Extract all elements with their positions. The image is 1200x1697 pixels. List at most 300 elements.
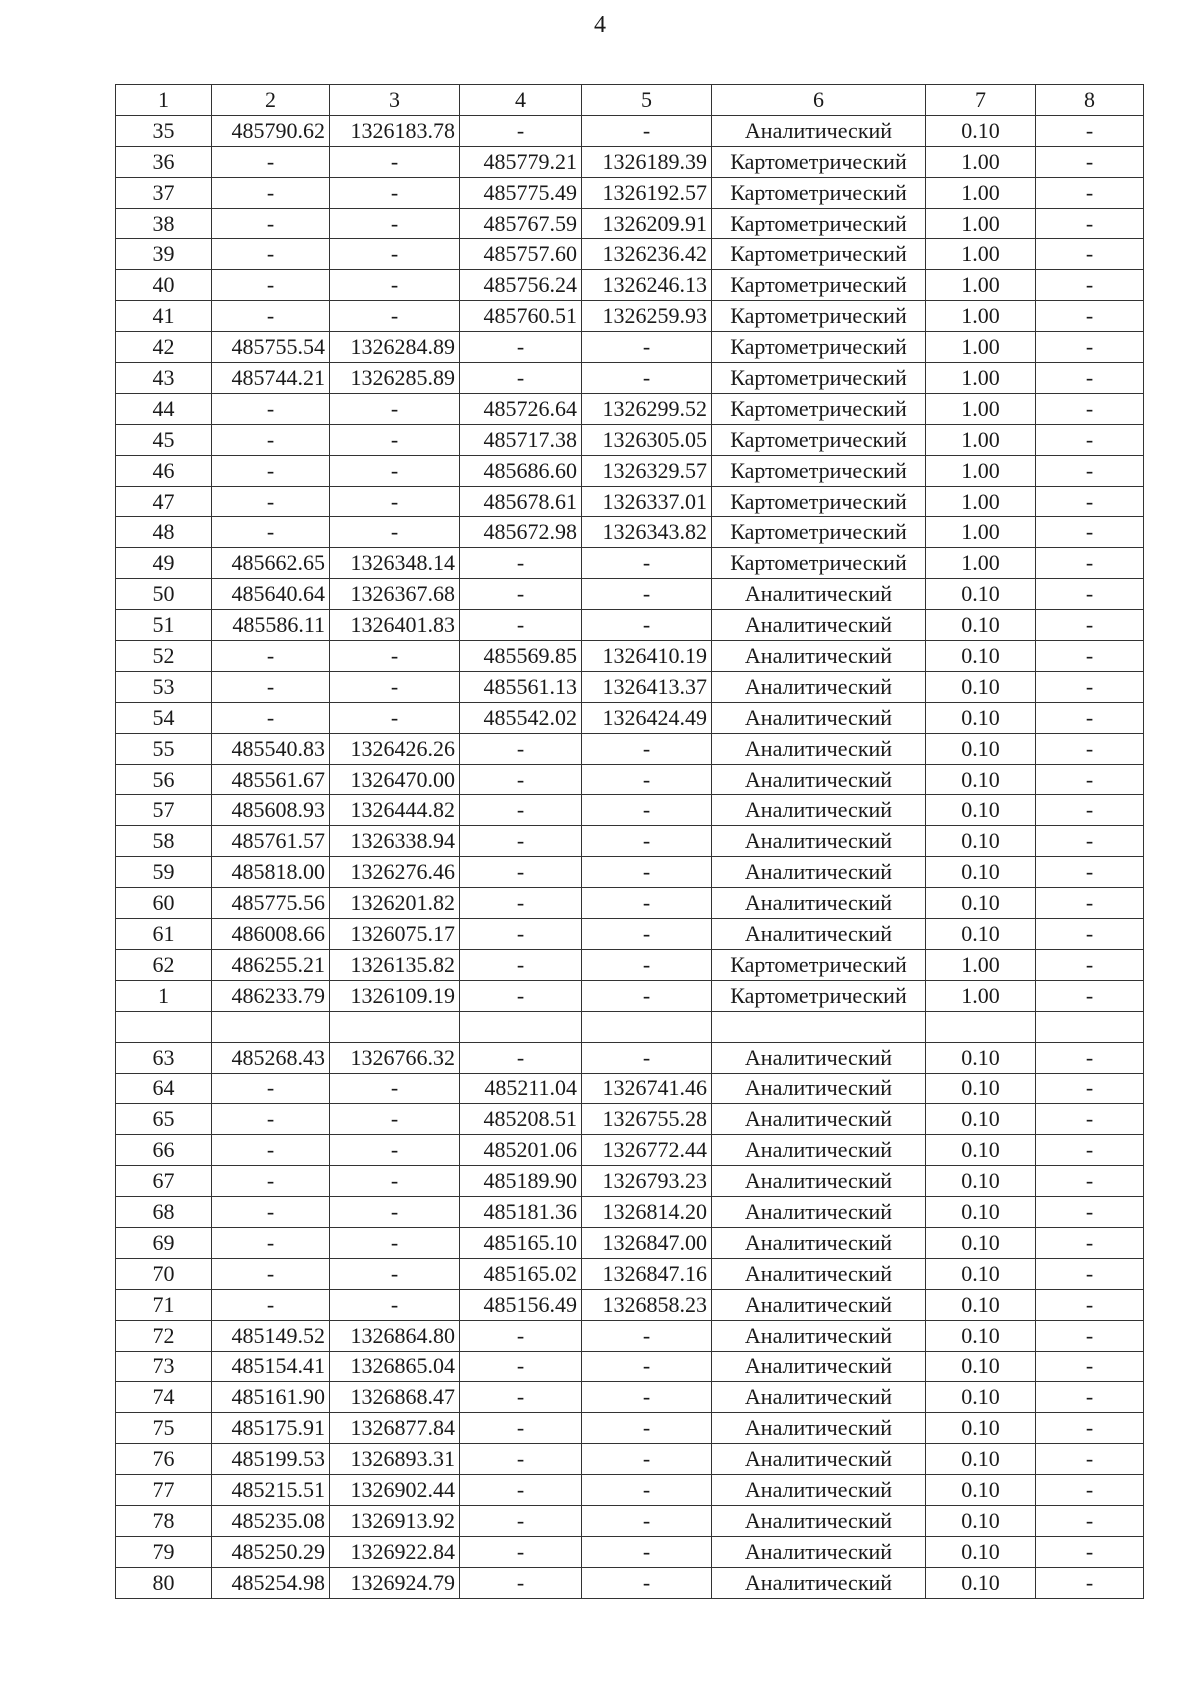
table-cell: -: [212, 1289, 330, 1320]
table-cell: 485165.10: [460, 1227, 582, 1258]
table-cell: 38: [116, 208, 212, 239]
table-cell: Аналитический: [712, 1042, 926, 1073]
table-cell: 1326868.47: [330, 1382, 460, 1413]
table-cell: 1.00: [926, 177, 1036, 208]
table-cell: -: [582, 1042, 712, 1073]
table-cell: Картометрический: [712, 949, 926, 980]
table-cell: Аналитический: [712, 733, 926, 764]
table-cell: 1326413.37: [582, 671, 712, 702]
table-row: [116, 1505, 1144, 1536]
table-cell: 57: [116, 795, 212, 826]
table-cell: 485250.29: [212, 1536, 330, 1567]
table-cell: -: [1036, 146, 1144, 177]
table-cell: -: [460, 1413, 582, 1444]
table-cell: 485561.13: [460, 671, 582, 702]
table-cell: 1.00: [926, 332, 1036, 363]
table-cell: 485149.52: [212, 1320, 330, 1351]
table-cell: 1326865.04: [330, 1351, 460, 1382]
table-cell: -: [1036, 980, 1144, 1011]
table-cell: -: [460, 1475, 582, 1506]
table-cell: -: [1036, 1413, 1144, 1444]
table-row: [116, 1166, 1144, 1197]
column-header: 6: [712, 85, 926, 116]
table-cell: 1.00: [926, 363, 1036, 394]
table-cell: 0.10: [926, 795, 1036, 826]
table-row: [116, 1011, 1144, 1042]
table-cell: -: [582, 857, 712, 888]
table-row: [116, 424, 1144, 455]
table-cell: Картометрический: [712, 548, 926, 579]
column-header: 7: [926, 85, 1036, 116]
table-cell: 1326766.32: [330, 1042, 460, 1073]
table-cell: -: [460, 1444, 582, 1475]
table-cell: -: [330, 177, 460, 208]
table-cell: -: [1036, 1258, 1144, 1289]
table-cell: 1326337.01: [582, 486, 712, 517]
table-cell: 485211.04: [460, 1073, 582, 1104]
table-cell: 1.00: [926, 486, 1036, 517]
table-cell: 485757.60: [460, 239, 582, 270]
table-cell: 485779.21: [460, 146, 582, 177]
table-cell: 0.10: [926, 1227, 1036, 1258]
table-cell: -: [582, 1536, 712, 1567]
table-cell: 73: [116, 1351, 212, 1382]
table-cell: 79: [116, 1536, 212, 1567]
table-cell: 76: [116, 1444, 212, 1475]
table-cell: -: [582, 610, 712, 641]
table-cell: 485640.64: [212, 579, 330, 610]
table-cell: 485775.49: [460, 177, 582, 208]
table-cell: 1326401.83: [330, 610, 460, 641]
table-cell: -: [1036, 1073, 1144, 1104]
table-cell: 0.10: [926, 733, 1036, 764]
table-cell: 485662.65: [212, 548, 330, 579]
table-cell: -: [460, 1536, 582, 1567]
table-cell: Аналитический: [712, 115, 926, 146]
table-cell: 0.10: [926, 888, 1036, 919]
table-cell: -: [1036, 177, 1144, 208]
table-cell: -: [330, 486, 460, 517]
table-row: [116, 1567, 1144, 1598]
table-row: [116, 795, 1144, 826]
table-cell: 485215.51: [212, 1475, 330, 1506]
table-cell: -: [1036, 610, 1144, 641]
table-cell: 47: [116, 486, 212, 517]
table-cell: Аналитический: [712, 1289, 926, 1320]
table-cell: -: [1036, 888, 1144, 919]
table-cell: Аналитический: [712, 1104, 926, 1135]
table-cell: 0.10: [926, 1382, 1036, 1413]
table-cell: 485199.53: [212, 1444, 330, 1475]
table-cell: -: [330, 424, 460, 455]
table-cell: 1326348.14: [330, 548, 460, 579]
table-cell: 1326135.82: [330, 949, 460, 980]
table-cell: -: [460, 363, 582, 394]
page-number: 4: [594, 12, 606, 38]
table-row: [116, 208, 1144, 239]
table-row: [116, 1227, 1144, 1258]
table-cell: [330, 1011, 460, 1042]
table-cell: -: [1036, 795, 1144, 826]
table-cell: -: [582, 1444, 712, 1475]
table-cell: -: [460, 949, 582, 980]
table-header-row: [116, 85, 1144, 116]
table-cell: 54: [116, 702, 212, 733]
table-cell: 53: [116, 671, 212, 702]
table-cell: 48: [116, 517, 212, 548]
table-cell: -: [330, 301, 460, 332]
table-cell: 1.00: [926, 949, 1036, 980]
table-cell: 0.10: [926, 826, 1036, 857]
table-cell: -: [1036, 239, 1144, 270]
table-cell: 1326329.57: [582, 455, 712, 486]
table-cell: -: [1036, 1289, 1144, 1320]
table-cell: 35: [116, 115, 212, 146]
table-cell: Аналитический: [712, 671, 926, 702]
table-cell: 61: [116, 919, 212, 950]
table-cell: Аналитический: [712, 610, 926, 641]
table-cell: -: [460, 733, 582, 764]
table-cell: -: [460, 1351, 582, 1382]
table-cell: 0.10: [926, 579, 1036, 610]
table-cell: -: [330, 239, 460, 270]
table-row: [116, 548, 1144, 579]
table-cell: 1326847.00: [582, 1227, 712, 1258]
table-cell: Аналитический: [712, 1351, 926, 1382]
table-cell: -: [1036, 1320, 1144, 1351]
table-row: [116, 980, 1144, 1011]
table-cell: 486008.66: [212, 919, 330, 950]
table-row: [116, 671, 1144, 702]
table-cell: -: [1036, 641, 1144, 672]
table-cell: 78: [116, 1505, 212, 1536]
table-cell: 485208.51: [460, 1104, 582, 1135]
table-cell: 485686.60: [460, 455, 582, 486]
table-cell: -: [1036, 115, 1144, 146]
table-cell: -: [1036, 857, 1144, 888]
table-cell: -: [460, 1382, 582, 1413]
table-cell: Аналитический: [712, 1505, 926, 1536]
table-cell: -: [582, 764, 712, 795]
table-cell: 45: [116, 424, 212, 455]
table-cell: 0.10: [926, 1444, 1036, 1475]
table-cell: 485678.61: [460, 486, 582, 517]
table-cell: -: [1036, 702, 1144, 733]
table-cell: -: [1036, 548, 1144, 579]
table-cell: 1326109.19: [330, 980, 460, 1011]
table-cell: -: [1036, 1135, 1144, 1166]
table-cell: -: [1036, 486, 1144, 517]
table-cell: -: [330, 1197, 460, 1228]
table-cell: 1.00: [926, 270, 1036, 301]
table-cell: 59: [116, 857, 212, 888]
table-row: [116, 949, 1144, 980]
table-cell: 0.10: [926, 1258, 1036, 1289]
table-cell: -: [1036, 1351, 1144, 1382]
table-cell: -: [212, 641, 330, 672]
table-cell: 0.10: [926, 1197, 1036, 1228]
table-cell: 485818.00: [212, 857, 330, 888]
table-row: [116, 332, 1144, 363]
table-row: [116, 857, 1144, 888]
table-cell: Аналитический: [712, 888, 926, 919]
table-cell: 1326470.00: [330, 764, 460, 795]
table-row: [116, 1135, 1144, 1166]
table-row: [116, 115, 1144, 146]
table-cell: Аналитический: [712, 826, 926, 857]
table-cell: 1.00: [926, 393, 1036, 424]
table-cell: Картометрический: [712, 424, 926, 455]
table-cell: Аналитический: [712, 1197, 926, 1228]
table-cell: -: [330, 641, 460, 672]
table-cell: 1326276.46: [330, 857, 460, 888]
table-cell: 1326922.84: [330, 1536, 460, 1567]
table-cell: -: [460, 1042, 582, 1073]
table-cell: Аналитический: [712, 1227, 926, 1258]
table-cell: -: [212, 146, 330, 177]
table-cell: -: [330, 702, 460, 733]
table-cell: -: [460, 579, 582, 610]
table-cell: 1326299.52: [582, 393, 712, 424]
table-cell: -: [212, 270, 330, 301]
table-cell: 1326902.44: [330, 1475, 460, 1506]
table-cell: Аналитический: [712, 579, 926, 610]
table-cell: 1326814.20: [582, 1197, 712, 1228]
table-row: [116, 1042, 1144, 1073]
table-row: [116, 1382, 1144, 1413]
table-cell: -: [1036, 1104, 1144, 1135]
table-cell: 1.00: [926, 301, 1036, 332]
table-cell: 1326858.23: [582, 1289, 712, 1320]
table-cell: Аналитический: [712, 919, 926, 950]
table-row: [116, 641, 1144, 672]
table-cell: 1.00: [926, 424, 1036, 455]
table-cell: 1.00: [926, 517, 1036, 548]
table-cell: -: [460, 857, 582, 888]
table-row: [116, 826, 1144, 857]
table-cell: 485767.59: [460, 208, 582, 239]
table-cell: 68: [116, 1197, 212, 1228]
table-cell: Картометрический: [712, 208, 926, 239]
table-cell: -: [460, 919, 582, 950]
table-cell: 485542.02: [460, 702, 582, 733]
table-cell: -: [1036, 301, 1144, 332]
table-cell: 37: [116, 177, 212, 208]
table-cell: -: [1036, 424, 1144, 455]
table-cell: 485235.08: [212, 1505, 330, 1536]
table-cell: Картометрический: [712, 486, 926, 517]
table-cell: 0.10: [926, 1042, 1036, 1073]
table-row: [116, 919, 1144, 950]
table-cell: -: [582, 1505, 712, 1536]
table-cell: 0.10: [926, 1289, 1036, 1320]
table-cell: 1326338.94: [330, 826, 460, 857]
table-cell: -: [330, 393, 460, 424]
table-cell: -: [330, 455, 460, 486]
table-row: [116, 579, 1144, 610]
table-cell: -: [330, 1073, 460, 1104]
table-cell: -: [460, 548, 582, 579]
table-cell: -: [1036, 455, 1144, 486]
table-cell: -: [582, 795, 712, 826]
table-cell: 485561.67: [212, 764, 330, 795]
table-cell: -: [212, 1104, 330, 1135]
table-cell: 1.00: [926, 146, 1036, 177]
table-cell: 70: [116, 1258, 212, 1289]
table-cell: 66: [116, 1135, 212, 1166]
table-cell: Аналитический: [712, 1258, 926, 1289]
table-cell: [460, 1011, 582, 1042]
table-cell: 0.10: [926, 1073, 1036, 1104]
table-cell: Аналитический: [712, 1073, 926, 1104]
table-cell: -: [330, 208, 460, 239]
table-cell: 1326183.78: [330, 115, 460, 146]
table-cell: Картометрический: [712, 301, 926, 332]
table-cell: 46: [116, 455, 212, 486]
table-cell: -: [212, 1197, 330, 1228]
table-cell: Картометрический: [712, 332, 926, 363]
table-row: [116, 146, 1144, 177]
table-row: [116, 1289, 1144, 1320]
table-cell: 486255.21: [212, 949, 330, 980]
table-cell: -: [1036, 949, 1144, 980]
table-row: [116, 733, 1144, 764]
table-cell: -: [582, 332, 712, 363]
column-header: 1: [116, 85, 212, 116]
table-cell: -: [460, 115, 582, 146]
table-cell: 58: [116, 826, 212, 857]
table-cell: 485608.93: [212, 795, 330, 826]
table-cell: -: [460, 980, 582, 1011]
table-cell: 485761.57: [212, 826, 330, 857]
table-cell: 0.10: [926, 1567, 1036, 1598]
table-cell: -: [460, 1505, 582, 1536]
table-cell: -: [582, 363, 712, 394]
table-cell: -: [330, 1227, 460, 1258]
table-row: [116, 1197, 1144, 1228]
table-cell: [212, 1011, 330, 1042]
table-cell: 0.10: [926, 1351, 1036, 1382]
table-cell: -: [1036, 1197, 1144, 1228]
column-header: 5: [582, 85, 712, 116]
table-row: [116, 1413, 1144, 1444]
table-cell: 1326410.19: [582, 641, 712, 672]
table-row: [116, 888, 1144, 919]
table-cell: 39: [116, 239, 212, 270]
table-cell: 0.10: [926, 764, 1036, 795]
table-cell: 485161.90: [212, 1382, 330, 1413]
table-cell: Аналитический: [712, 1413, 926, 1444]
table-cell: 485586.11: [212, 610, 330, 641]
table-row: [116, 702, 1144, 733]
column-header: 3: [330, 85, 460, 116]
table-cell: -: [330, 1104, 460, 1135]
table-cell: -: [330, 1258, 460, 1289]
table-cell: 1: [116, 980, 212, 1011]
table-cell: 485790.62: [212, 115, 330, 146]
table-cell: [926, 1011, 1036, 1042]
table-cell: 52: [116, 641, 212, 672]
table-cell: -: [212, 208, 330, 239]
table-cell: 49: [116, 548, 212, 579]
table-cell: 485672.98: [460, 517, 582, 548]
table-cell: 0.10: [926, 1505, 1036, 1536]
table-cell: -: [1036, 363, 1144, 394]
table-row: [116, 455, 1144, 486]
table-cell: Аналитический: [712, 1382, 926, 1413]
table-cell: Аналитический: [712, 1320, 926, 1351]
table-cell: 0.10: [926, 641, 1036, 672]
table-cell: 485744.21: [212, 363, 330, 394]
table-cell: -: [582, 1475, 712, 1506]
table-cell: -: [1036, 1505, 1144, 1536]
table-cell: -: [212, 1073, 330, 1104]
table-cell: 1326913.92: [330, 1505, 460, 1536]
table-cell: -: [1036, 579, 1144, 610]
table-cell: 1326284.89: [330, 332, 460, 363]
table-cell: 1326893.31: [330, 1444, 460, 1475]
table-cell: Картометрический: [712, 980, 926, 1011]
table-cell: 1326864.80: [330, 1320, 460, 1351]
table-cell: 485165.02: [460, 1258, 582, 1289]
table-cell: 1326075.17: [330, 919, 460, 950]
table-cell: Картометрический: [712, 517, 926, 548]
table-cell: 1326201.82: [330, 888, 460, 919]
table-cell: 0.10: [926, 1536, 1036, 1567]
table-row: [116, 1258, 1144, 1289]
table-cell: -: [1036, 764, 1144, 795]
table-row: [116, 1444, 1144, 1475]
table-row: [116, 177, 1144, 208]
table-cell: -: [1036, 1042, 1144, 1073]
table-cell: [1036, 1011, 1144, 1042]
table-cell: 1.00: [926, 455, 1036, 486]
table-cell: 64: [116, 1073, 212, 1104]
table-cell: 1.00: [926, 208, 1036, 239]
table-cell: 485756.24: [460, 270, 582, 301]
table-row: [116, 239, 1144, 270]
table-row: [116, 1351, 1144, 1382]
table-cell: 0.10: [926, 1475, 1036, 1506]
table-cell: -: [460, 1320, 582, 1351]
table-cell: 485154.41: [212, 1351, 330, 1382]
table-cell: 1326246.13: [582, 270, 712, 301]
table-cell: 0.10: [926, 610, 1036, 641]
table-cell: 77: [116, 1475, 212, 1506]
table-cell: 485156.49: [460, 1289, 582, 1320]
table-cell: -: [460, 764, 582, 795]
table-cell: 485717.38: [460, 424, 582, 455]
table-row: [116, 393, 1144, 424]
table-cell: -: [1036, 270, 1144, 301]
table-cell: -: [582, 115, 712, 146]
table-cell: 1.00: [926, 239, 1036, 270]
table-cell: -: [212, 1166, 330, 1197]
table-cell: 485569.85: [460, 641, 582, 672]
table-cell: 1326189.39: [582, 146, 712, 177]
table-row: [116, 1536, 1144, 1567]
table-cell: 0.10: [926, 1135, 1036, 1166]
table-cell: -: [212, 702, 330, 733]
table-cell: 485760.51: [460, 301, 582, 332]
table-cell: 1326236.42: [582, 239, 712, 270]
table-cell: Аналитический: [712, 641, 926, 672]
table-cell: 0.10: [926, 115, 1036, 146]
table-cell: 1326209.91: [582, 208, 712, 239]
table-cell: 1326772.44: [582, 1135, 712, 1166]
table-cell: 71: [116, 1289, 212, 1320]
table-cell: 1326793.23: [582, 1166, 712, 1197]
